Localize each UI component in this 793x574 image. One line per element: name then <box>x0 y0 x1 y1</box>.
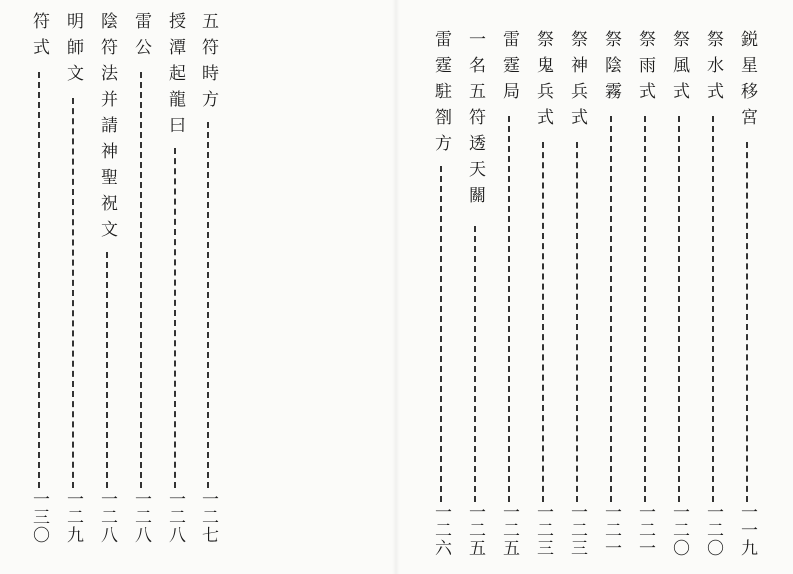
toc-entry <box>698 0 728 574</box>
entry-page-number: 一二八 <box>97 490 117 544</box>
dotted-leader <box>72 98 74 488</box>
entry-title: 雷霆駐劄方 <box>431 30 451 160</box>
toc-entry <box>193 0 223 574</box>
entry-page-number: 一二七 <box>198 490 218 544</box>
toc-entry <box>732 0 762 574</box>
right-page <box>396 0 793 574</box>
entry-title: 祭鬼兵式 <box>533 30 553 134</box>
toc-entry <box>126 0 156 574</box>
entry-page-number: 一二五 <box>465 503 485 557</box>
dotted-leader <box>140 72 142 488</box>
dotted-leader <box>644 116 646 502</box>
entry-page-number: 一二〇 <box>669 503 689 557</box>
dotted-leader <box>106 252 108 488</box>
toc-entry <box>426 0 456 574</box>
toc-entry <box>562 0 592 574</box>
dotted-leader <box>440 166 442 502</box>
entry-title: 一名五符透天關 <box>465 30 485 212</box>
dotted-leader <box>610 116 612 502</box>
toc-entry <box>460 0 490 574</box>
entry-page-number: 一二五 <box>499 503 519 557</box>
dotted-leader <box>174 148 176 488</box>
entry-title: 陰符法并請神聖祝文 <box>97 12 117 246</box>
entry-title: 明師文 <box>63 12 83 90</box>
entry-page-number: 一一九 <box>737 503 757 557</box>
entry-page-number: 一二〇 <box>703 503 723 557</box>
toc-entry <box>664 0 694 574</box>
entry-title: 雷霆局 <box>499 30 519 108</box>
entry-title: 祭水式 <box>703 30 723 108</box>
toc-entry <box>58 0 88 574</box>
toc-entry <box>24 0 54 574</box>
dotted-leader <box>712 116 714 502</box>
dotted-leader <box>207 122 209 488</box>
entry-title: 五符時方 <box>198 12 218 116</box>
entry-title: 符式 <box>29 12 49 64</box>
entry-title: 祭陰霧 <box>601 30 621 108</box>
dotted-leader <box>508 116 510 502</box>
entry-title: 祭雨式 <box>635 30 655 108</box>
entry-page-number: 一二一 <box>635 503 655 557</box>
entry-title: 祭神兵式 <box>567 30 587 134</box>
dotted-leader <box>474 226 476 502</box>
entry-page-number: 一三〇 <box>29 490 49 544</box>
entry-title: 雷公 <box>131 12 151 64</box>
entry-title: 授潭起龍曰 <box>165 12 185 142</box>
entry-title: 鋭星移宮 <box>737 30 757 134</box>
dotted-leader <box>542 142 544 502</box>
dotted-leader <box>576 142 578 502</box>
toc-entry <box>494 0 524 574</box>
entry-page-number: 一二三 <box>567 503 587 557</box>
toc-entry <box>160 0 190 574</box>
entry-page-number: 一二八 <box>131 490 151 544</box>
entry-page-number: 一二八 <box>165 490 185 544</box>
dotted-leader <box>38 72 40 488</box>
entry-page-number: 一二九 <box>63 490 83 544</box>
dotted-leader <box>746 142 748 502</box>
entry-page-number: 一二六 <box>431 503 451 557</box>
dotted-leader <box>678 116 680 502</box>
entry-title: 祭風式 <box>669 30 689 108</box>
left-page <box>0 0 396 574</box>
entry-page-number: 一二三 <box>533 503 553 557</box>
entry-page-number: 一二一 <box>601 503 621 557</box>
toc-entry <box>630 0 660 574</box>
toc-entry <box>528 0 558 574</box>
toc-entry <box>596 0 626 574</box>
toc-entry <box>92 0 122 574</box>
